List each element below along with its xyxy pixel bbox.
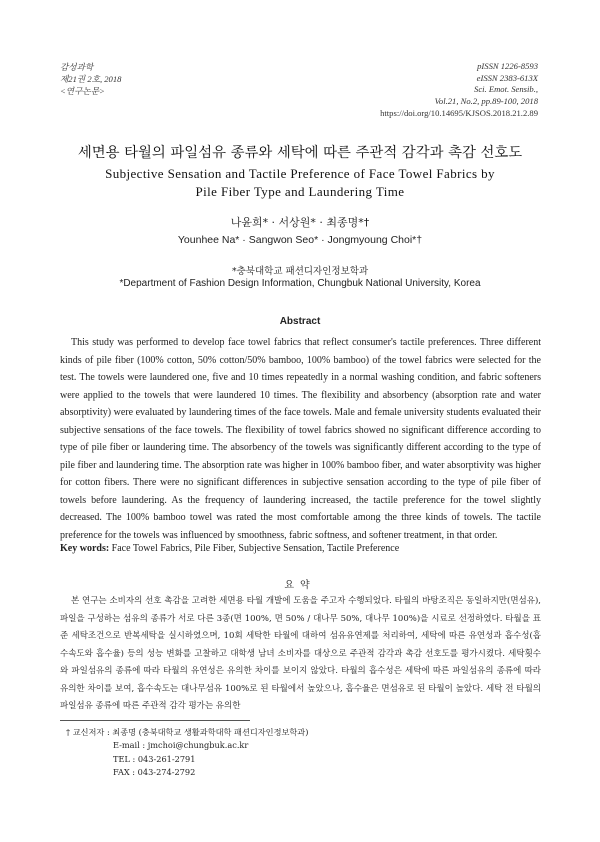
abstract-heading: Abstract (279, 316, 321, 327)
volume-pages: Vol.21, No.2, pp.89-100, 2018 (434, 96, 538, 107)
journal-abbrev: Sci. Emot. Sensib., (474, 84, 538, 95)
affiliation-english: *Department of Fashion Design Information, Chungbuk National University, Korea (119, 278, 481, 289)
article-type: <연구논문> (60, 86, 105, 96)
pissn: pISSN 1226-8593 (477, 61, 538, 71)
title-english-line-2: Pile Fiber Type and Laundering Time (195, 184, 405, 199)
keywords (60, 543, 541, 554)
summary-heading: 요약 (284, 580, 316, 591)
title-english (60, 165, 540, 201)
title-english-line-1: Subjective Sensation and Tactile Preference of Face Towel Fabrics by (105, 166, 495, 181)
footnote-divider (60, 720, 250, 721)
summary-body: 본 연구는 소비자의 선호 촉감을 고려한 세면용 타월 개발에 도움을 주고자 수행되었다. 타월의 바탕조직은 동일하지만(면섬유), 파일을 구성하는 섬유의 종류가 서로 다른 3종(면 100%, 면 50% / 대나무 50%, 대나무 100%)을 시료로 선정하였다. 타월을 표준 세탁조건으로 반복세탁을 실시하였으며, 10회 세탁한 타월에 대하여 섬유유연제를 처리하여, 세탁에 따른 유연성과 흡수성(흡수속도와 흡수율) 등의 성능 변화를 고찰하고 대학생 남녀 소비자를 대상으로 주관적 감각과 촉감 선호도를 평가시켰다. 세탁횟수와 파일섬유의 종류에 따라 타월의 유연성은 유의한 차이를 보이지 않았다. 타월의 흡수성은 세탁에 따른 파일섬유의 종류에 따라 유의한 차이를 보여, 흡수속도는 대나무섬유 100%로 된 타월에서 높았으나, 흡수율은 면섬유로 된 타월이 높았다. 세탁 전 타월의 파일섬유 종류에 따른 주관적 감각 평가는 유의한 (60, 596, 541, 711)
authors-english: Younhee Na* · Sangwon Seo* · Jongmyoung Choi*† (177, 234, 423, 246)
authors-korean: 나윤희* · 서상원* · 최종명*† (230, 216, 370, 229)
affiliation-korean: *충북대학교 패션디자인정보학과 (231, 266, 369, 277)
doi-link[interactable]: https://doi.org/10.14695/KJSOS.2018.21.2.89 (380, 107, 538, 118)
corresponding-author-footnote (66, 726, 308, 780)
title-korean: 세면용 타월의 파일섬유 종류와 세탁에 따른 주관적 감각과 촉감 선호도 (77, 145, 523, 161)
footnote-fax: FAX : 043-274-2792 (113, 767, 196, 778)
footnote-line-1: † 교신저자 : 최종명 (충북대학교 생활과학대학 패션디자인정보학과) (66, 727, 309, 737)
journal-volume: 제21권 2호, 2018 (60, 74, 122, 84)
keywords-list: Face Towel Fabrics, Pile Fiber, Subjective Sensation, Tactile Preference (111, 543, 400, 554)
footnote-tel: TEL : 043-261-2791 (113, 753, 196, 764)
dagger-marker: † (66, 727, 71, 737)
footnote-email[interactable]: E-mail : jmchoi@chungbuk.ac.kr (113, 740, 249, 751)
journal-name: 감성과학 (60, 62, 94, 72)
eissn: eISSN 2383-613X (476, 72, 538, 83)
journal-header-left (60, 61, 121, 97)
abstract-body: This study was performed to develop face towel fabrics that reflect consumer's tactile preferences. Three different kinds of pile fiber (100% cotton, 50% cotton/50% bamboo, 100% bamboo) of the towel fabrics were selected for the test. The towels were laundered one, five and 10 times repeatedly in a normal washing condition, and fabric softeners were applied to the towels that were laundered 10 times. The flexibility and absorbency (absorption rate and water absorptivity) were evaluated by laundering times of the face towels. Male and female university students evaluated their subjective sensations of the face towels. The flexibility of towel fabrics showed no significant difference according to type of pile fiber or laundering time. The absorbency of the towels was significantly different according to the type of pile fiber and laundering time. The absorption rate was higher in 100% bamboo fiber, and water absorptivity was higher for cotton fibers. There were no significant differences in subjective sensation according to the type of pile fiber of towels before laundering. As the frequency of laundering increased, the tactile preference for the towel slightly decreased. The 100% bamboo towel was rated the most comfortable among the three kinds of towels. The tactile preference for the towels was influenced by smoothness, fabric softness, and softener treatment, in that order. (60, 337, 541, 541)
journal-header-right (380, 61, 538, 120)
keywords-label: Key words: (60, 543, 110, 554)
